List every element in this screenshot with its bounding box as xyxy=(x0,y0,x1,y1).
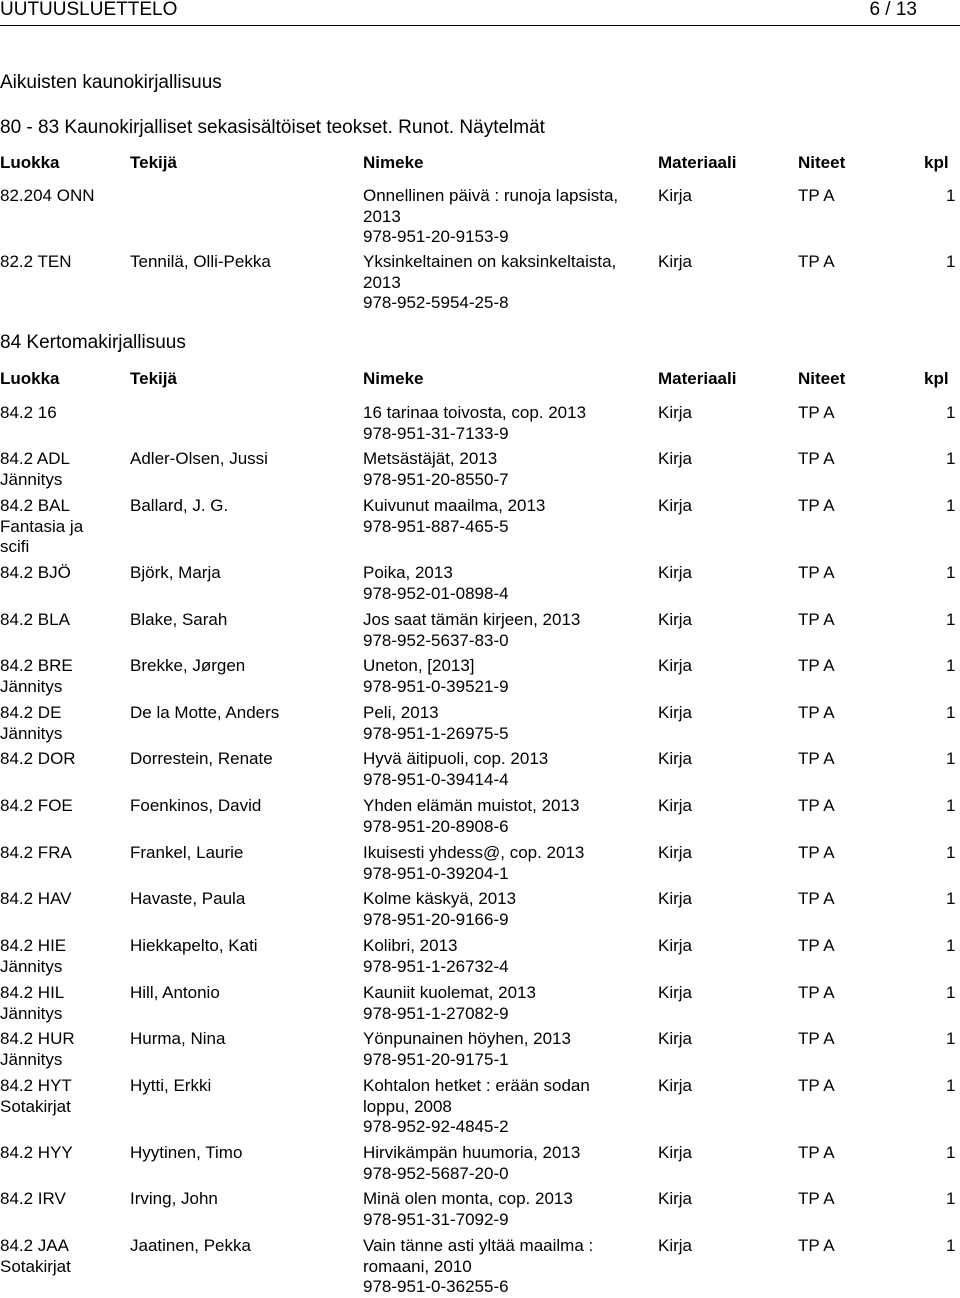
author-cell: Adler-Olsen, Jussi xyxy=(130,449,268,468)
author-cell: Havaste, Paula xyxy=(130,889,246,908)
class-line: 84.2 HYT xyxy=(0,1076,72,1095)
title-line: Vain tänne asti yltää maailma : xyxy=(363,1236,594,1255)
author-cell: Foenkinos, David xyxy=(130,796,262,815)
class-cell xyxy=(0,889,125,910)
class-cell xyxy=(0,252,125,273)
title-line: 978-951-20-9175-1 xyxy=(363,1049,509,1069)
column-header-qty: kpl xyxy=(924,153,949,172)
title-cell xyxy=(363,449,648,490)
qty-cell: 1 xyxy=(946,252,956,271)
title-cell xyxy=(363,1143,648,1184)
column-header-title: Nimeke xyxy=(363,153,424,172)
title-line: Hirvikämpän huumoria, 2013 xyxy=(363,1143,581,1162)
class-cell xyxy=(0,1076,125,1117)
title-line: 2013 xyxy=(363,206,401,226)
title-line: romaani, 2010 xyxy=(363,1256,472,1276)
header-divider xyxy=(0,25,960,26)
class-cell xyxy=(0,563,125,584)
class-line: 84.2 HIE xyxy=(0,936,67,955)
class-cell xyxy=(0,843,125,864)
column-header-qty: kpl xyxy=(924,369,949,388)
class-cell xyxy=(0,496,125,558)
qty-cell: 1 xyxy=(946,1143,956,1162)
column-header-title: Nimeke xyxy=(363,369,424,388)
column-header-class: Luokka xyxy=(0,153,60,172)
title-cell xyxy=(363,749,648,790)
column-header-material: Materiaali xyxy=(658,153,737,172)
qty-cell: 1 xyxy=(946,983,956,1002)
qty-cell: 1 xyxy=(946,1029,956,1048)
location-cell: TP A xyxy=(798,496,835,515)
class-line: 84.2 HIL xyxy=(0,983,65,1002)
title-line: Peli, 2013 xyxy=(363,703,439,722)
title-line: 978-952-92-4845-2 xyxy=(363,1117,509,1136)
author-cell: Björk, Marja xyxy=(130,563,221,582)
qty-cell: 1 xyxy=(946,749,956,768)
title-line: 978-951-20-9166-9 xyxy=(363,909,509,929)
title-cell xyxy=(363,186,648,248)
location-cell: TP A xyxy=(798,1143,835,1162)
material-cell: Kirja xyxy=(658,563,693,582)
document-title: UUTUUSLUETTELO xyxy=(0,0,178,20)
material-cell: Kirja xyxy=(658,496,693,515)
material-cell: Kirja xyxy=(658,252,693,271)
title-line: Onnellinen päivä : runoja lapsista, xyxy=(363,186,619,205)
qty-cell: 1 xyxy=(946,703,956,722)
author-cell: Brekke, Jørgen xyxy=(130,656,246,675)
title-cell xyxy=(363,843,648,884)
class-line: 82.204 ONN xyxy=(0,186,95,205)
material-cell: Kirja xyxy=(658,936,693,955)
author-cell: Jaatinen, Pekka xyxy=(130,1236,251,1255)
title-line: Jos saat tämän kirjeen, 2013 xyxy=(363,610,581,629)
material-cell: Kirja xyxy=(658,610,693,629)
column-header-author: Tekijä xyxy=(130,153,177,172)
class-cell xyxy=(0,749,125,770)
class-line: 84.2 ADL xyxy=(0,449,70,468)
title-cell xyxy=(363,403,648,444)
column-header-author: Tekijä xyxy=(130,369,177,388)
title-line: Minä olen monta, cop. 2013 xyxy=(363,1189,573,1208)
title-line: 978-951-31-7133-9 xyxy=(363,423,509,443)
author-cell: Hiekkapelto, Kati xyxy=(130,936,258,955)
location-cell: TP A xyxy=(798,563,835,582)
title-line: 978-951-0-39204-1 xyxy=(363,863,509,883)
title-line: 2013 xyxy=(363,272,401,292)
column-header-material: Materiaali xyxy=(658,369,737,388)
qty-cell: 1 xyxy=(946,563,956,582)
class-line: 84.2 BLA xyxy=(0,610,70,629)
title-line: 978-952-5637-83-0 xyxy=(363,630,509,650)
material-cell: Kirja xyxy=(658,1236,693,1255)
author-cell: Blake, Sarah xyxy=(130,610,228,629)
title-cell xyxy=(363,496,648,537)
material-cell: Kirja xyxy=(658,889,693,908)
class-line: 84.2 BAL xyxy=(0,496,70,515)
qty-cell: 1 xyxy=(946,186,956,205)
author-cell: Hyytinen, Timo xyxy=(130,1143,243,1162)
title-line: 16 tarinaa toivosta, cop. 2013 xyxy=(363,403,587,422)
location-cell: TP A xyxy=(798,449,835,468)
class-line: 84.2 HYY xyxy=(0,1143,73,1162)
author-cell: De la Motte, Anders xyxy=(130,703,280,722)
location-cell: TP A xyxy=(798,749,835,768)
column-header-row xyxy=(0,152,960,174)
title-cell xyxy=(363,252,648,314)
title-line: 978-951-1-26975-5 xyxy=(363,723,509,743)
qty-cell: 1 xyxy=(946,1236,956,1255)
class-line: Sotakirjat xyxy=(0,1096,71,1116)
class-line: Fantasia ja xyxy=(0,516,84,536)
qty-cell: 1 xyxy=(946,889,956,908)
qty-cell: 1 xyxy=(946,449,956,468)
location-cell: TP A xyxy=(798,403,835,422)
class-cell xyxy=(0,703,125,744)
material-cell: Kirja xyxy=(658,1143,693,1162)
title-cell xyxy=(363,1189,648,1230)
location-cell: TP A xyxy=(798,889,835,908)
title-line: Yksinkeltainen on kaksinkeltaista, xyxy=(363,252,617,271)
location-cell: TP A xyxy=(798,656,835,675)
title-line: 978-952-5687-20-0 xyxy=(363,1163,509,1183)
title-line: 978-951-20-8550-7 xyxy=(363,469,509,489)
title-line: Kuivunut maailma, 2013 xyxy=(363,496,546,515)
title-line: Kohtalon hetket : erään sodan xyxy=(363,1076,590,1095)
title-cell xyxy=(363,656,648,697)
qty-cell: 1 xyxy=(946,656,956,675)
title-line: 978-951-1-27082-9 xyxy=(363,1003,509,1023)
qty-cell: 1 xyxy=(946,1189,956,1208)
class-cell xyxy=(0,656,125,697)
class-line: 84.2 JAA xyxy=(0,1236,69,1255)
class-cell xyxy=(0,983,125,1024)
material-cell: Kirja xyxy=(658,656,693,675)
class-line: Jännitys xyxy=(0,1003,63,1023)
location-cell: TP A xyxy=(798,843,835,862)
group-title-80-83: 80 - 83 Kaunokirjalliset sekasisältöiset teokset. Runot. Näytelmät xyxy=(0,117,545,138)
title-line: Yhden elämän muistot, 2013 xyxy=(363,796,580,815)
location-cell: TP A xyxy=(798,252,835,271)
location-cell: TP A xyxy=(798,703,835,722)
title-line: 978-951-20-9153-9 xyxy=(363,227,509,246)
qty-cell: 1 xyxy=(946,843,956,862)
class-cell xyxy=(0,403,125,424)
title-line: Hyvä äitipuoli, cop. 2013 xyxy=(363,749,549,768)
class-line: 84.2 FOE xyxy=(0,796,73,815)
location-cell: TP A xyxy=(798,796,835,815)
material-cell: Kirja xyxy=(658,983,693,1002)
class-line: 84.2 DE xyxy=(0,703,62,722)
material-cell: Kirja xyxy=(658,403,693,422)
title-cell xyxy=(363,889,648,930)
class-line: 84.2 HAV xyxy=(0,889,72,908)
column-header-location: Niteet xyxy=(798,369,846,388)
class-line: 84.2 16 xyxy=(0,403,57,422)
material-cell: Kirja xyxy=(658,703,693,722)
class-line: 84.2 HUR xyxy=(0,1029,75,1048)
qty-cell: 1 xyxy=(946,403,956,422)
title-cell xyxy=(363,610,648,651)
material-cell: Kirja xyxy=(658,843,693,862)
title-line: 978-951-0-36255-6 xyxy=(363,1277,509,1296)
author-cell: Dorrestein, Renate xyxy=(130,749,273,768)
class-line: Jännitys xyxy=(0,469,63,489)
title-cell xyxy=(363,1076,648,1138)
page-number: 6 / 13 xyxy=(869,0,917,20)
location-cell: TP A xyxy=(798,1189,835,1208)
title-cell xyxy=(363,703,648,744)
group-title-84: 84 Kertomakirjallisuus xyxy=(0,332,186,353)
location-cell: TP A xyxy=(798,1029,835,1048)
author-cell: Irving, John xyxy=(130,1189,218,1208)
class-cell xyxy=(0,610,125,631)
column-header-class: Luokka xyxy=(0,369,60,388)
material-cell: Kirja xyxy=(658,749,693,768)
material-cell: Kirja xyxy=(658,796,693,815)
class-line: 84.2 FRA xyxy=(0,843,72,862)
title-cell xyxy=(363,796,648,837)
title-line: 978-951-887-465-5 xyxy=(363,516,509,536)
title-line: Metsästäjät, 2013 xyxy=(363,449,498,468)
author-cell: Frankel, Laurie xyxy=(130,843,244,862)
location-cell: TP A xyxy=(798,186,835,205)
class-cell xyxy=(0,1029,125,1070)
class-line: 84.2 BJÖ xyxy=(0,563,71,582)
material-cell: Kirja xyxy=(658,186,693,205)
class-cell xyxy=(0,186,125,207)
class-line: 84.2 BRE xyxy=(0,656,73,675)
class-line: Jännitys xyxy=(0,723,63,743)
title-line: 978-951-20-8908-6 xyxy=(363,816,509,836)
material-cell: Kirja xyxy=(658,1076,693,1095)
title-line: Ikuisesti yhdess@, cop. 2013 xyxy=(363,843,585,862)
title-line: Kauniit kuolemat, 2013 xyxy=(363,983,536,1002)
class-line: Jännitys xyxy=(0,956,63,976)
qty-cell: 1 xyxy=(946,796,956,815)
location-cell: TP A xyxy=(798,610,835,629)
author-cell: Hill, Antonio xyxy=(130,983,220,1002)
class-line: Jännitys xyxy=(0,1049,63,1069)
title-line: 978-951-0-39414-4 xyxy=(363,769,509,789)
title-line: Kolibri, 2013 xyxy=(363,936,458,955)
location-cell: TP A xyxy=(798,983,835,1002)
author-cell: Hytti, Erkki xyxy=(130,1076,212,1095)
class-cell xyxy=(0,449,125,490)
class-cell xyxy=(0,936,125,977)
class-line: 84.2 DOR xyxy=(0,749,76,768)
class-cell xyxy=(0,1143,125,1164)
location-cell: TP A xyxy=(798,1076,835,1095)
qty-cell: 1 xyxy=(946,496,956,515)
title-line: Yönpunainen höyhen, 2013 xyxy=(363,1029,571,1048)
column-header-row xyxy=(0,368,960,390)
class-line: Sotakirjat xyxy=(0,1256,71,1276)
page-header xyxy=(0,0,960,22)
class-line: 84.2 IRV xyxy=(0,1189,66,1208)
title-cell xyxy=(363,936,648,977)
title-line: Poika, 2013 xyxy=(363,563,453,582)
title-cell xyxy=(363,1029,648,1070)
title-line: Kolme käskyä, 2013 xyxy=(363,889,517,908)
qty-cell: 1 xyxy=(946,1076,956,1095)
author-cell: Tennilä, Olli-Pekka xyxy=(130,252,271,271)
title-line: loppu, 2008 xyxy=(363,1096,452,1116)
title-cell xyxy=(363,563,648,604)
author-cell: Ballard, J. G. xyxy=(130,496,229,515)
title-line: 978-951-0-39521-9 xyxy=(363,676,509,696)
title-line: 978-952-01-0898-4 xyxy=(363,583,509,603)
class-cell xyxy=(0,796,125,817)
class-line: scifi xyxy=(0,537,30,556)
location-cell: TP A xyxy=(798,936,835,955)
title-line: 978-951-1-26732-4 xyxy=(363,956,509,976)
title-cell xyxy=(363,983,648,1024)
material-cell: Kirja xyxy=(658,1189,693,1208)
author-cell: Hurma, Nina xyxy=(130,1029,226,1048)
location-cell: TP A xyxy=(798,1236,835,1255)
class-cell xyxy=(0,1236,125,1277)
material-cell: Kirja xyxy=(658,449,693,468)
column-header-location: Niteet xyxy=(798,153,846,172)
section-title: Aikuisten kaunokirjallisuus xyxy=(0,72,222,93)
qty-cell: 1 xyxy=(946,936,956,955)
title-line: 978-952-5954-25-8 xyxy=(363,293,509,312)
class-line: 82.2 TEN xyxy=(0,252,72,271)
class-line: Jännitys xyxy=(0,676,63,696)
title-line: 978-951-31-7092-9 xyxy=(363,1209,509,1229)
material-cell: Kirja xyxy=(658,1029,693,1048)
title-line: Uneton, [2013] xyxy=(363,656,475,675)
class-cell xyxy=(0,1189,125,1210)
title-cell xyxy=(363,1236,648,1298)
qty-cell: 1 xyxy=(946,610,956,629)
